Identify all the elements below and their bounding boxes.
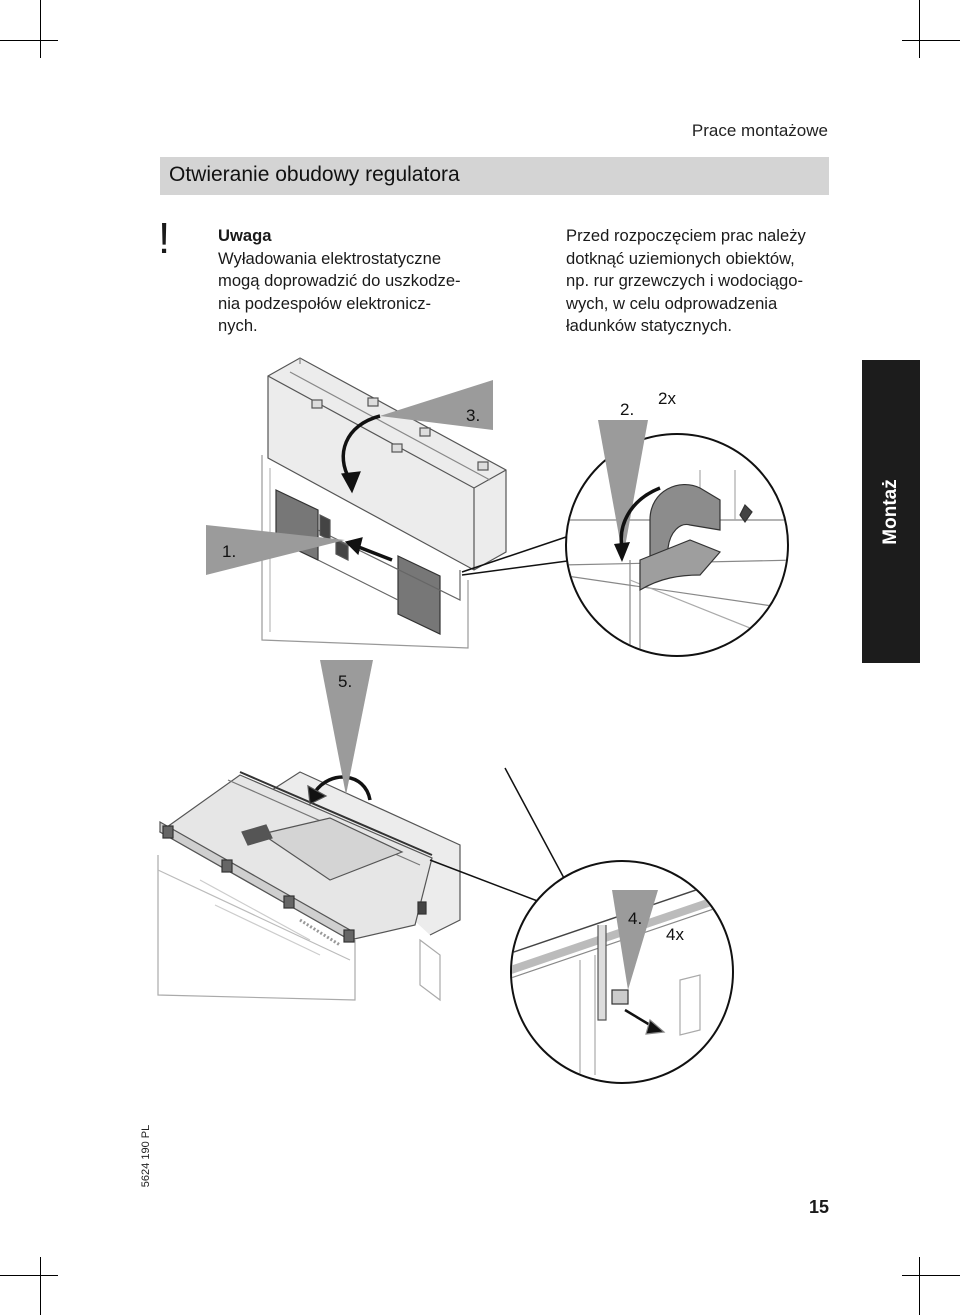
section-title: Otwieranie obudowy regulatora [169, 163, 460, 186]
note-line: wych, w celu odprowadzenia [566, 293, 778, 313]
step-label-5: 5. [338, 672, 353, 691]
chapter-tab-label: Montaż [880, 479, 901, 545]
page-number: 15 [808, 1197, 829, 1217]
warning-line: nia podzespołów elektronicz- [218, 293, 432, 313]
warning-line: nych. [218, 316, 258, 335]
step-label-3: 3. [466, 406, 481, 425]
step-label-4: 4. [628, 909, 643, 928]
figure-clip-detail [560, 420, 800, 680]
note-line: dotknąć uziemionych obiektów, [566, 248, 795, 268]
note-line: ładunków statycznych. [566, 316, 733, 335]
note-line: Przed rozpoczęciem prac należy [566, 226, 806, 245]
warning-line: Wyładowania elektrostatyczne [218, 248, 442, 268]
warning-mark: ! [158, 214, 171, 263]
figure-hinged-cover [158, 660, 565, 1000]
figure-latch-detail [505, 861, 740, 1083]
warning-line: mogą doprowadzić do uszkodze- [218, 271, 461, 290]
running-header: Prace montażowe [691, 121, 828, 140]
document-code: 5624 190 PL [140, 1124, 152, 1188]
count-label-4x: 4x [666, 925, 684, 944]
step-label-1: 1. [222, 542, 237, 561]
warning-title: Uwaga [218, 226, 272, 245]
figure-open-housing [206, 358, 575, 648]
note-line: np. rur grzewczych i wodociągo- [566, 271, 804, 290]
count-label-2x: 2x [658, 389, 676, 408]
step-label-2: 2. [620, 400, 635, 419]
